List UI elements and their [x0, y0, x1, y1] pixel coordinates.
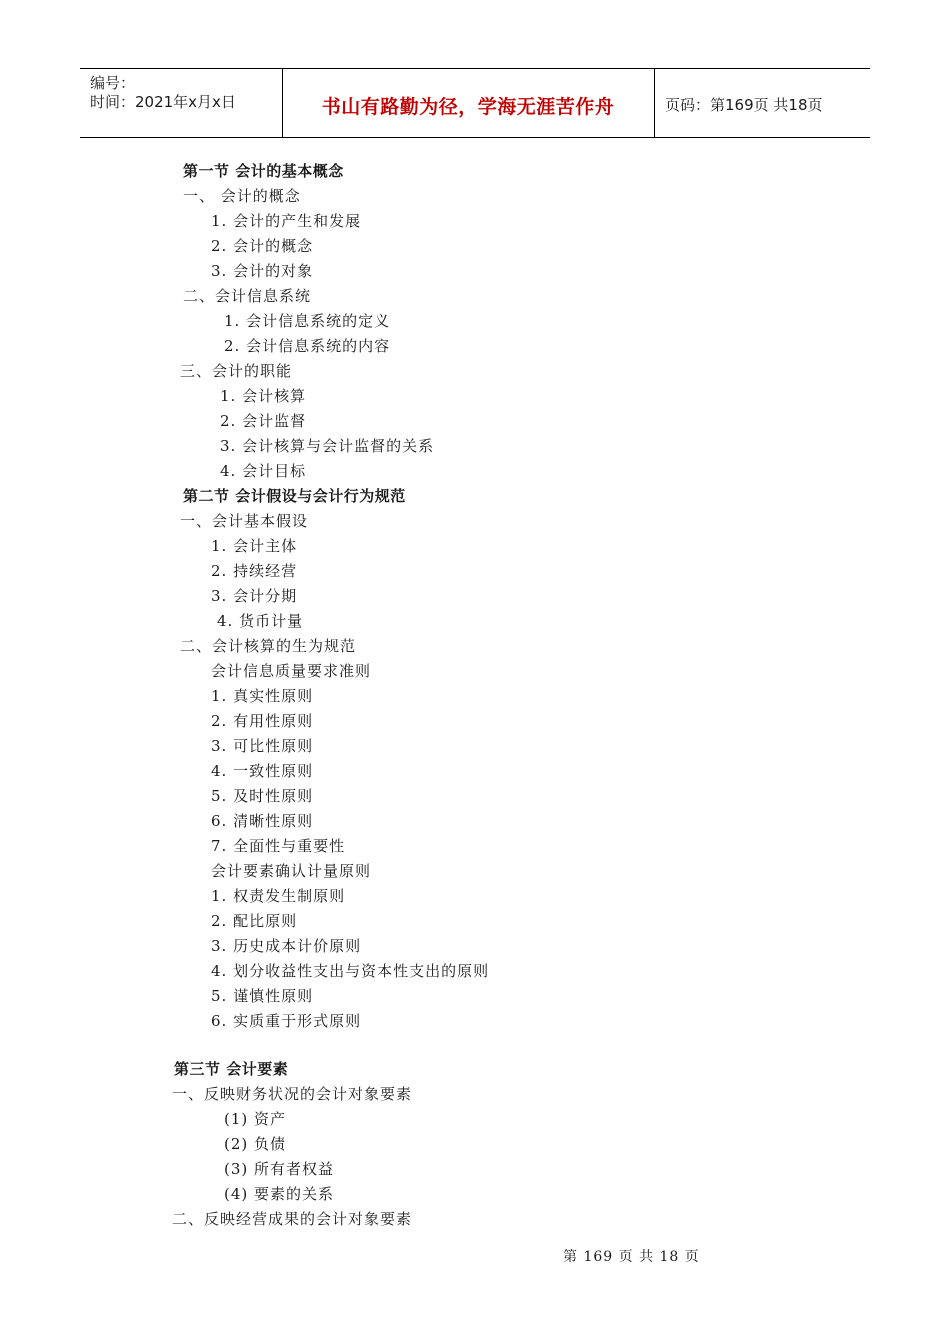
outline-item: 7. 全面性与重要性 — [211, 837, 346, 855]
outline-item: 4. 会计目标 — [220, 462, 307, 480]
outline-item: 一、 会计的概念 — [183, 187, 301, 205]
outline-item: 1. 会计信息系统的定义 — [224, 312, 391, 330]
outline-item: 二、反映经营成果的会计对象要素 — [172, 1210, 413, 1228]
section-heading: 第三节 会计要素 — [174, 1060, 289, 1078]
outline-item: (1) 资产 — [224, 1110, 287, 1128]
outline-item: 三、会计的职能 — [180, 362, 293, 380]
outline-subheading: 会计信息质量要求准则 — [211, 662, 372, 680]
outline-item: 一、反映财务状况的会计对象要素 — [172, 1085, 413, 1103]
outline-item: 2. 会计信息系统的内容 — [224, 337, 391, 355]
outline-item: 6. 清晰性原则 — [211, 812, 314, 830]
page-footer: 第 169 页 共 18 页 — [563, 1249, 700, 1265]
outline-item: 5. 谨慎性原则 — [211, 987, 314, 1005]
outline-item: 3. 可比性原则 — [211, 737, 314, 755]
outline-item: 1. 会计的产生和发展 — [211, 212, 362, 230]
section-heading: 第二节 会计假设与会计行为规范 — [183, 487, 406, 505]
header-page-cell — [654, 69, 870, 137]
outline-item: 2. 有用性原则 — [211, 712, 314, 730]
header-page-info: 页码：第169页 共18页 — [665, 96, 823, 114]
outline-item: 2. 会计的概念 — [211, 237, 314, 255]
outline-item: 二、会计信息系统 — [183, 287, 312, 305]
outline-item: (3) 所有者权益 — [224, 1160, 335, 1178]
outline-item: 2. 配比原则 — [211, 912, 298, 930]
outline-item: 二、会计核算的生为规范 — [180, 637, 357, 655]
outline-item: 4. 货币计量 — [217, 612, 304, 630]
outline-item: 4. 一致性原则 — [211, 762, 314, 780]
number-label: 编号： — [90, 74, 136, 92]
document-header — [80, 68, 870, 138]
outline-item: 1. 会计核算 — [220, 387, 307, 405]
outline-item: 3. 会计的对象 — [211, 262, 314, 280]
outline-item: 3. 会计核算与会计监督的关系 — [220, 437, 435, 455]
outline-subheading: 会计要素确认计量原则 — [211, 862, 372, 880]
outline-item: 一、会计基本假设 — [180, 512, 309, 530]
outline-item: 2. 会计监督 — [220, 412, 307, 430]
outline-item: 1. 真实性原则 — [211, 687, 314, 705]
outline-item: 4. 划分收益性支出与资本性支出的原则 — [211, 962, 490, 980]
outline-item: 5. 及时性原则 — [211, 787, 314, 805]
outline-item: 6. 实质重于形式原则 — [211, 1012, 362, 1030]
outline-item: 1. 会计主体 — [211, 537, 298, 555]
outline-item: 3. 会计分期 — [211, 587, 298, 605]
header-motto-cell — [282, 69, 655, 137]
outline-item: (4) 要素的关系 — [224, 1185, 335, 1203]
section-heading: 第一节 会计的基本概念 — [183, 162, 344, 180]
motto: 书山有路勤为径，学海无涯苦作舟 — [321, 96, 615, 118]
outline-item: 1. 权责发生制原则 — [211, 887, 346, 905]
outline-item: (2) 负债 — [224, 1135, 287, 1153]
outline-item: 2. 持续经营 — [211, 562, 298, 580]
time-label: 时间：2021年x月x日 — [90, 93, 236, 111]
outline-item: 3. 历史成本计价原则 — [211, 937, 362, 955]
header-meta-cell — [80, 69, 283, 137]
